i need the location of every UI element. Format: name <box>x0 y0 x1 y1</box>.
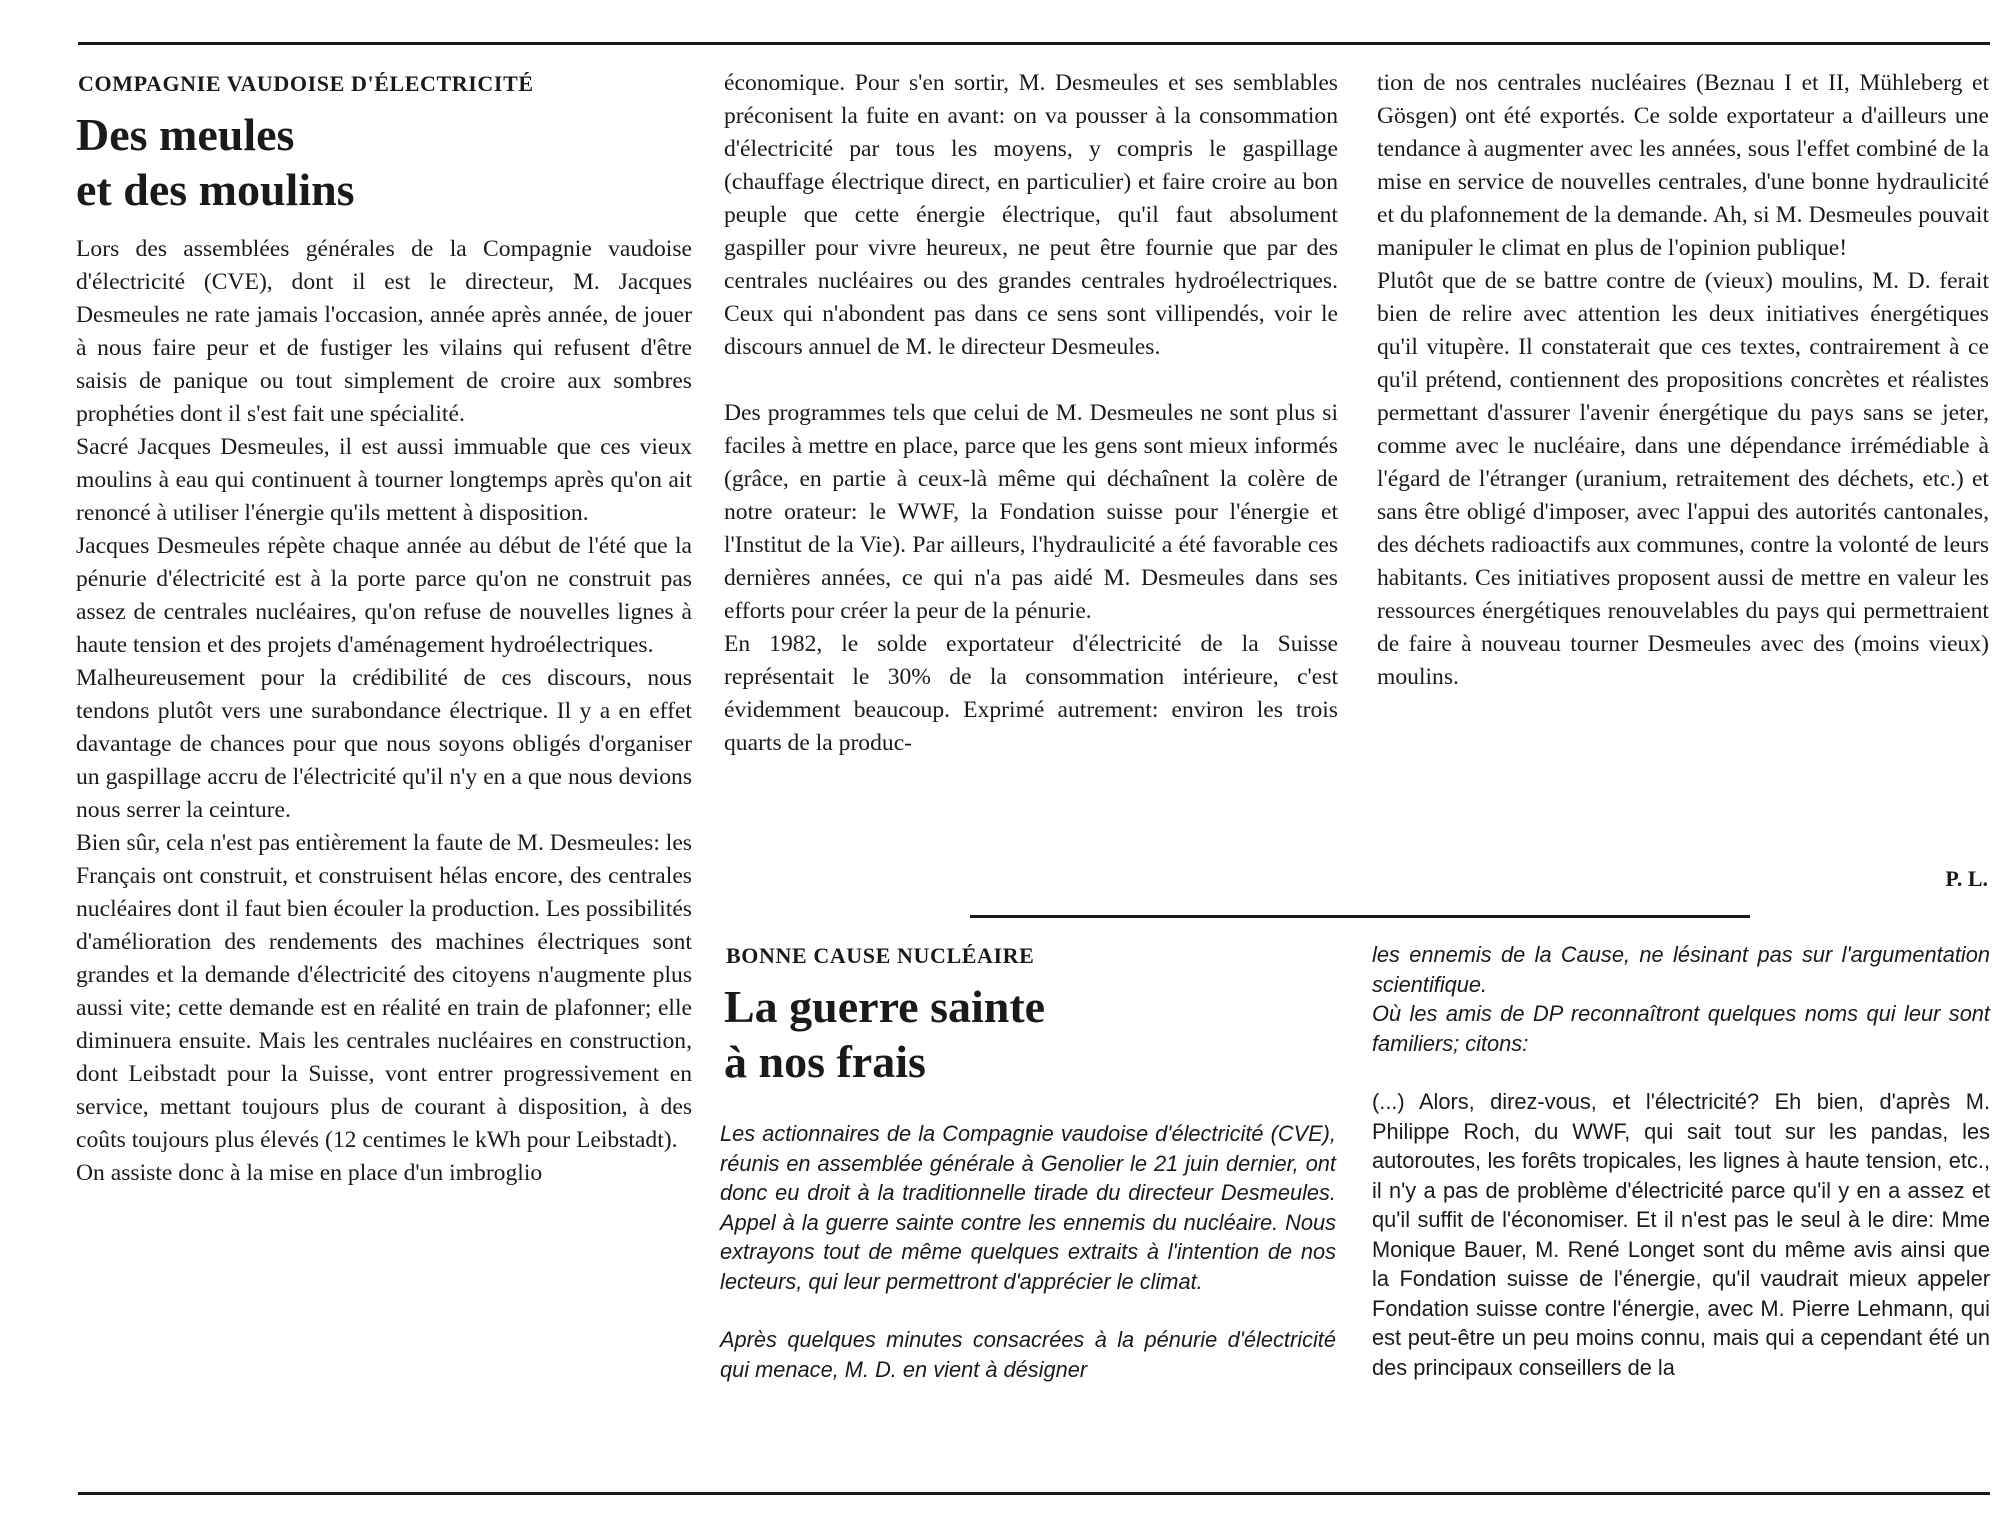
article1-paragraph: Jacques Desmeules répète chaque année au début de l'été que la pénurie d'électricité est à la porte parce qu'on ne construit pas assez de centrales nucléaires, qu'on refuse de nouvelles lignes à haute tension et des projets d'aménagement hydroélectriques. <box>76 533 692 658</box>
article1-title-line2: et des moulins <box>76 164 355 215</box>
article2-paragraph: Où les amis de DP reconnaîtront quelques noms qui leur sont familiers; citons: <box>1372 1001 1990 1056</box>
article1-paragraph: Sacré Jacques Desmeules, il est aussi immuable que ces vieux moulins à eau qui continuent à tourner longtemps après qu'on ait renoncé à utiliser l'énergie qu'ils mettent à disposition. <box>76 434 692 526</box>
article1-paragraph: Malheureusement pour la crédibilité de ces discours, nous tendons plutôt vers une surabondance électrique. Il y a en effet davantage de chances pour que nous soyons obligés d'organiser un gaspillage accru de l'électricité qu'il n'y en a que nous devions nous serrer la ceinture. <box>76 665 692 823</box>
article2-title-line1: La guerre sainte <box>724 981 1046 1032</box>
article1-paragraph: On assiste donc à la mise en place d'un imbroglio <box>76 1160 543 1186</box>
article2-intro <box>720 1119 1336 1384</box>
article-divider <box>970 915 1750 918</box>
article2-paragraph: les ennemis de la Cause, ne lésinant pas sur l'argumentation scientifique. <box>1372 942 1990 997</box>
article1-column-2 <box>724 67 1338 760</box>
article2-column-3 <box>1372 940 1990 1382</box>
article1-paragraph: Lors des assemblées générales de la Compagnie vaudoise d'électricité (CVE), dont il est le directeur, M. Jacques Desmeules ne rate jamais l'occasion, année après année, de jouer à nous faire peur et de fustiger les vilains qui refusent d'être saisis de panique ou tout simplement de croire aux sombres prophéties dont il s'est fait une spécialité. <box>76 236 692 427</box>
article1-paragraph: Bien sûr, cela n'est pas entièrement la faute de M. Desmeules: les Français ont construit, et construisent hélas encore, des centrales nucléaires dont il faut bien écouler la production. Les possibilités d'amélioration des rendements des machines électriques sont grandes et la demande d'électricité des citoyens n'augmente plus aussi vite; cette demande est en réalité en train de plafonner; elle diminuera ensuite. Mais les centrales nucléaires en construction, dont Leibstadt pour la Suisse, vont entrer progressivement en service, mettant toujours plus de courant à disposition, à des coûts toujours plus élevés (12 centimes le kWh pour Leibstadt). <box>76 830 692 1153</box>
article1-paragraph: Des programmes tels que celui de M. Desmeules ne sont plus si faciles à mettre en place, parce que les gens sont mieux informés (grâce, en partie à ceux-là même qui déchaînent la colère de notre orateur: le WWF, la Fondation suisse pour l'énergie et l'Institut de la Vie). Par ailleurs, l'hydraulicité a été favorable ces dernières années, ce qui n'a pas aidé M. Desmeules dans ses efforts pour créer la peur de la pénurie. <box>724 400 1338 624</box>
article2-kicker: BONNE CAUSE NUCLÉAIRE <box>726 943 1035 968</box>
top-rule <box>78 42 1990 45</box>
article1-column-3 <box>1377 67 1989 694</box>
article1-title-line1: Des meules <box>76 109 295 160</box>
article2-quote: (...) Alors, direz-vous, et l'électricité? Eh bien, d'après M. Philippe Roch, du WWF, qui sait tout sur les pandas, les autoroutes, les forêts tropicales, les lignes à haute tension, etc., il n'y a pas de problème d'électricité parce qu'il y en a assez et qu'il suffit de l'économiser. Et il n'est pas le seul à le dire: Mme Monique Bauer, M. René Longet sont du même avis ainsi que la Fondation suisse de l'énergie, qu'il vaudrait mieux appeler Fondation suisse contre l'énergie, avec M. Pierre Lehmann, qui est peut-être un peu moins connu, mais qui a cependant été un des principaux conseillers de la <box>1372 1089 1990 1380</box>
article2-paragraph: Après quelques minutes consacrées à la pénurie d'électricité qui menace, M. D. en vient à désigner <box>720 1327 1336 1382</box>
article1-column-1 <box>76 233 692 1190</box>
article1-paragraph: tion de nos centrales nucléaires (Beznau I et II, Mühleberg et Gösgen) ont été exportés. Ce solde exportateur a d'ailleurs une tendance à augmenter avec les années, sous l'effet combiné de la mise en service de nouvelles centrales, d'une bonne hydraulicité et du plafonnement de la demande. Ah, si M. Desmeules pouvait manipuler le climat en plus de l'opinion publique! <box>1377 70 1989 261</box>
bottom-rule <box>78 1492 1990 1495</box>
article1-signature: P. L. <box>1945 866 1988 891</box>
article2-paragraph: Les actionnaires de la Compagnie vaudoise d'électricité (CVE), réunis en assemblée générale à Genolier le 21 juin dernier, ont donc eu droit à la traditionnelle tirade du directeur Desmeules. Appel à la guerre sainte contre les ennemis du nucléaire. Nous extrayons tout de même quelques extraits à l'intention de nos lecteurs, qui leur permettront d'apprécier le climat. <box>720 1121 1336 1294</box>
article1-paragraph: économique. Pour s'en sortir, M. Desmeules et ses semblables préconisent la fuite en avant: on va pousser à la consommation d'électricité par tous les moyens, y compris le gaspillage (chauffage électrique direct, en particulier) et faire croire au bon peuple que cette énergie électrique, qu'il faut absolument gaspiller pour vivre heureux, ne peut être fournie que par des centrales nucléaires ou des grandes centrales hydroélectriques. Ceux qui n'abondent pas dans ce sens sont villipendés, voir le discours annuel de M. le directeur Desmeules. <box>724 70 1338 360</box>
article1-kicker: COMPAGNIE VAUDOISE D'ÉLECTRICITÉ <box>78 71 534 96</box>
article1-paragraph: Plutôt que de se battre contre de (vieux) moulins, M. D. ferait bien de relire avec attention les deux initiatives énergétiques qu'il vitupère. Il constaterait que ces textes, contrairement à ce qu'il prétend, contiennent des propositions concrètes et réalistes permettant d'assurer l'avenir énergétique du pays sans se jeter, comme avec le nucléaire, dans une dépendance irrémédiable à l'égard de l'étranger (uranium, retraitement des déchets, etc.) et sans être obligé d'imposer, avec l'appui des autorités cantonales, des déchets radioactifs aux communes, contre la volonté de leurs habitants. Ces initiatives proposent aussi de mettre en valeur les ressources énergétiques renouvelables du pays qui permettraient de faire à nouveau tourner Desmeules avec des (moins vieux) moulins. <box>1377 268 1989 690</box>
article2-title-line2: à nos frais <box>724 1036 926 1087</box>
article1-paragraph: En 1982, le solde exportateur d'électricité de la Suisse représentait le 30% de la consommation intérieure, c'est évidemment beaucoup. Exprimé autrement: environ les trois quarts de la produc- <box>724 631 1338 756</box>
